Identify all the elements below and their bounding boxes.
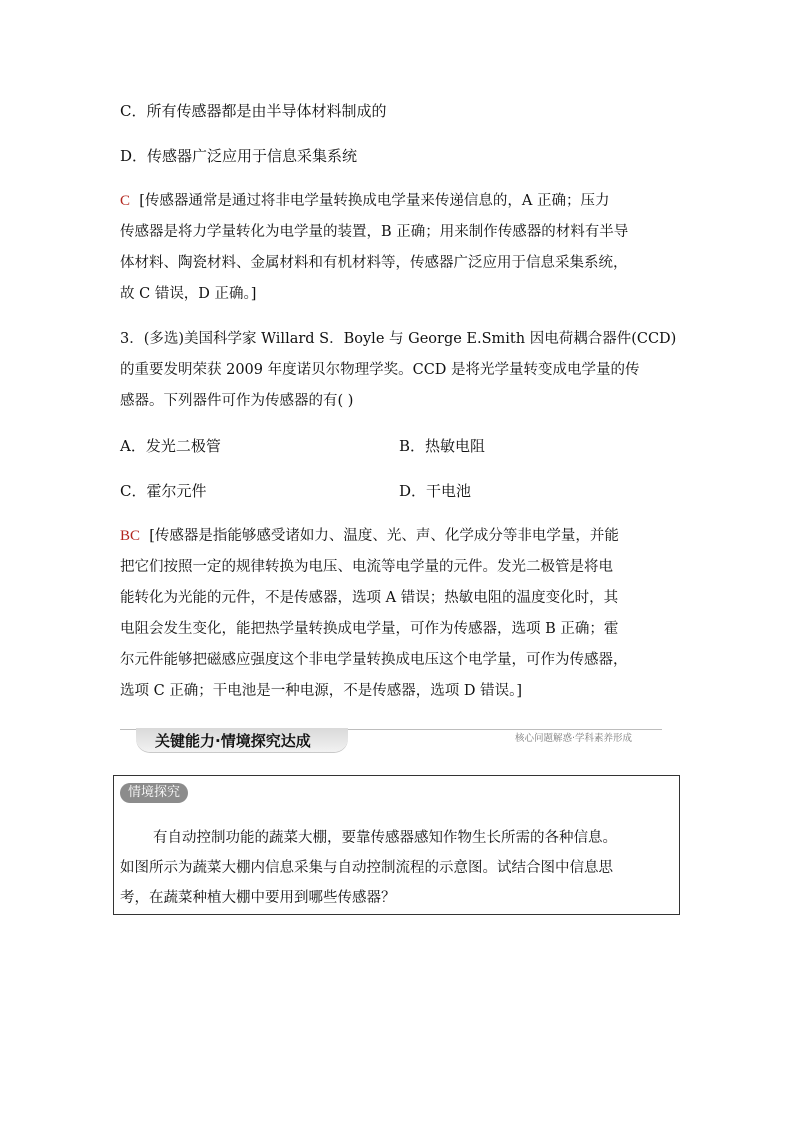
option-c-text: C．所有传感器都是由半导体材料制成的 [120,102,387,120]
answer-3-line: 选项 C 正确；干电池是一种电源，不是传感器，选项 D 错误。] [120,683,523,699]
scenario-line: 如图所示为蔬菜大棚内信息采集与自动控制流程的示意图。试结合图中信息思 [120,860,613,876]
answer-letter: BC [120,528,141,544]
scenario-line: 有自动控制功能的蔬菜大棚，要靠传感器感知作物生长所需的各种信息。 [153,830,617,846]
question-3-line: 3．(多选)美国科学家 Willard S．Boyle 与 George E.Smith 因电荷耦合器件(CCD) [120,331,677,347]
answer-text: [传感器是指能够感受诸如力、温度、光、声、化学成分等非电学量，并能 [149,528,619,544]
option-d-text: D．传感器广泛应用于信息采集系统 [120,147,358,165]
answer-3-line [120,526,619,546]
answer-2-line [120,191,609,211]
answer-3-line: 把它们按照一定的规律转换为电压、电流等电学量的元件。发光二极管是将电 [120,559,613,575]
question-3-line: 感器。下列器件可作为传感器的有( ) [120,393,354,409]
answer-2-line: 体材料、陶瓷材料、金属材料和有机材料等，传感器广泛应用于信息采集系统， [120,255,628,271]
option-b: B．热敏电阻 [399,437,486,455]
answer-text: [传感器通常是通过将非电学量转换成电学量来传递信息的，A 正确；压力 [139,193,610,209]
section-title: 关键能力·情境探究达成 [155,732,311,750]
answer-3-line: 电阻会发生变化，能把热学量转换成电学量，可作为传感器，选项 B 正确；霍 [120,621,619,637]
option-c: C．霍尔元件 [120,482,207,500]
scenario-tag: 情境探究 [120,783,188,803]
scenario-line: 考，在蔬菜种植大棚中要用到哪些传感器？ [120,890,396,906]
answer-2-line: 故 C 错误，D 正确。] [120,286,257,302]
option-a: A．发光二极管 [120,437,221,455]
question-3-line: 的重要发明荣获 2009 年度诺贝尔物理学奖。CCD 是将光学量转变成电学量的传 [120,362,640,378]
answer-2-line: 传感器是将力学量转化为电学量的装置，B 正确；用来制作传感器的材料有半导 [120,224,629,240]
option-d: D．干电池 [399,482,472,500]
answer-3-line: 尔元件能够把磁感应强度这个非电学量转换成电压这个电学量，可作为传感器， [120,652,628,668]
section-subtitle: 核心问题解惑·学科素养形成 [515,733,633,744]
answer-letter: C [120,193,131,209]
answer-3-line: 能转化为光能的元件，不是传感器，选项 A 错误；热敏电阻的温度变化时，其 [120,590,619,606]
